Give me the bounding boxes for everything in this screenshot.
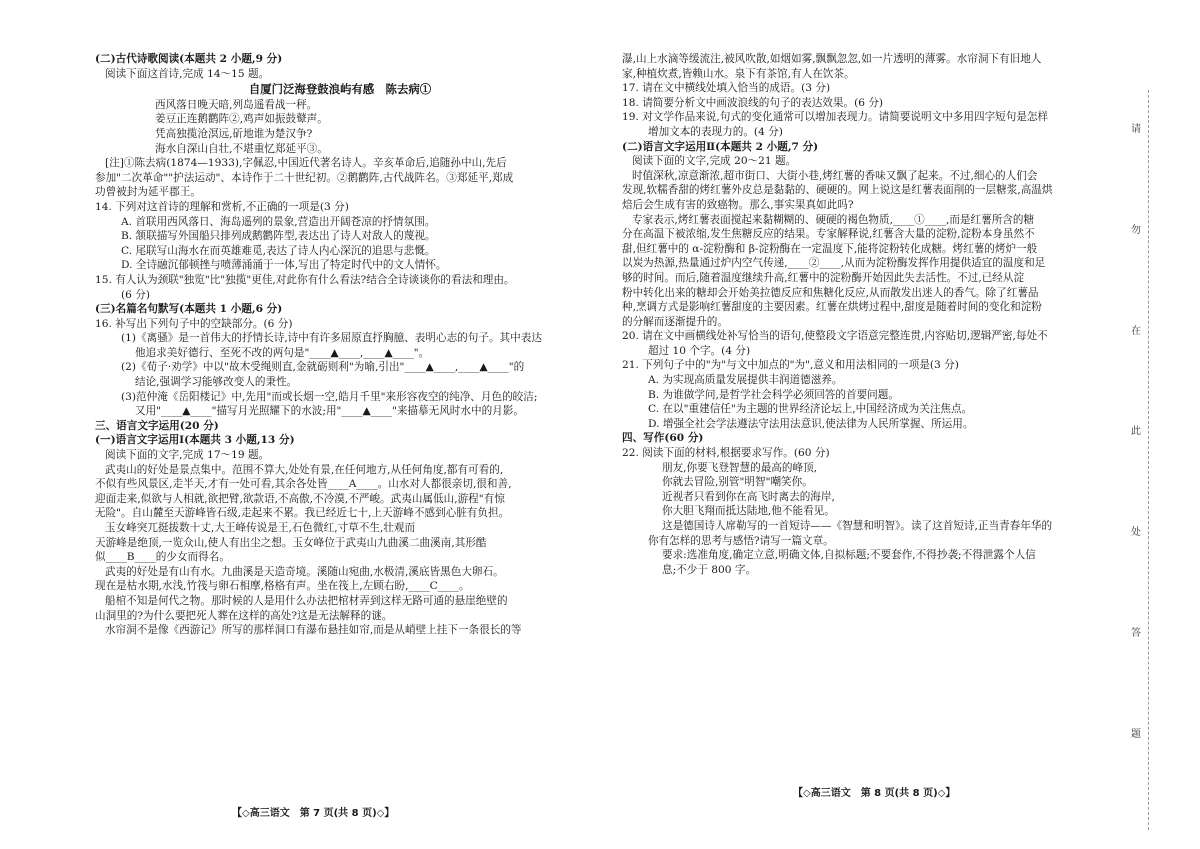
margin-notice <box>1128 120 1144 740</box>
right-text-line: 超过 10 个字。(4 分) <box>648 344 751 357</box>
left-text-line: 船棺不知是何代之物。那时候的人是用什么办法把棺材弄到这样无路可通的悬崖绝壁的 <box>105 594 508 607</box>
left-text-line: 现在是枯水期,水浅,竹筏与卵石相摩,格格有声。坐在筏上,左顾右盼,____C____。 <box>95 580 470 593</box>
left-text-line: 又用"____▲____"描写月光照耀下的水波;用"____▲____"来描摹无风时水中的月影。 <box>135 405 524 418</box>
left-text-line: 水帘洞不是像《西游记》所写的那样洞口有瀑布悬挂如帘,而是从峭壁上挂下一条很长的等 <box>105 624 522 637</box>
right-text-line: 四、写作(60 分) <box>622 432 704 445</box>
right-text-line: C. 在以"重建信任"为主题的世界经济论坛上,中国经济成为关注焦点。 <box>648 403 973 416</box>
left-text-line: 阅读下面的文字,完成 17～19 题。 <box>105 449 270 462</box>
right-text-line: A. 为实现高质量发展提供丰润道德滋养。 <box>648 374 843 387</box>
left-text-line: 14. 下列对这首诗的理解和赏析,不正确的一项是(3 分) <box>95 200 349 213</box>
right-text-line: D. 增强全社会学法遵法守法用法意识,使法律为人民所掌握、所运用。 <box>648 417 974 430</box>
right-text-line: 家,种植炊煮,皆赖山水。泉下有茶馆,有人在饮茶。 <box>622 67 855 80</box>
right-text-line: 息;不少于 800 字。 <box>662 563 757 576</box>
right-text-line: (二)语言文字运用Ⅱ(本题共 2 小题,7 分) <box>622 140 819 153</box>
margin-char: 处 <box>1131 527 1141 539</box>
right-text-line: 阅读下面的文字,完成 20～21 题。 <box>632 155 797 168</box>
left-text-line: (6 分) <box>121 288 150 301</box>
left-text-line: 姜豆正连鹅鹳阵②,鸡声如振鼓鼙声。 <box>155 113 328 126</box>
left-text-line: 玉女峰突兀挺拔数十丈,大王峰传说是王,石色微红,寸草不生,壮观而 <box>105 522 416 534</box>
right-text-line: 你大胆飞翔而抵达陆地,他不能看见。 <box>662 505 835 518</box>
right-text-line: 焙后会生成有害的致癌物。那么,事实果真如此吗? <box>622 198 854 211</box>
right-text-line: 要求:选准角度,确定立意,明确文体,自拟标题;不要套作,不得抄袭;不得泄露个人信 <box>662 549 1036 562</box>
right-text-line: 以炭为热源,热量通过炉内空气传递,____②____,从而为淀粉酶发挥作用提供适宜的温度和足 <box>622 257 1046 270</box>
left-text-line: 阅读下面这首诗,完成 14～15 题。 <box>105 67 270 80</box>
margin-char: 在 <box>1131 325 1141 337</box>
page-footer-right: 【◇高三语文 第 8 页(共 8 页)◇】 <box>793 788 956 799</box>
left-text-line: 西风落日晚天暗,列岛遥看战一秤。 <box>155 98 318 111</box>
right-column <box>622 52 1117 577</box>
right-text-line: 这是德国诗人席勒写的一首短诗——《智慧和明智》。读了这首短诗,正当青春年华的 <box>662 520 1053 532</box>
left-text-line: 天游峰是绝顶,一览众山,使人有出尘之想。玉女峰位于武夷山九曲溪二曲溪南,其形酷 <box>95 536 487 549</box>
left-text-line: (2)《荀子·劝学》中以"故木受绳则直,金就砺则利"为喻,引出"____▲____,____▲____"的 <box>121 361 525 374</box>
right-text-line: 22. 阅读下面的材料,根据要求写作。(60 分) <box>622 447 830 460</box>
right-text-line: 专家表示,烤红薯表面搅起来黏糊糊的、硬硬的褐色物质,____①____,而是红薯所含的糖 <box>632 213 1035 226</box>
margin-char: 题 <box>1131 728 1141 740</box>
left-text-line: 参加"二次革命""护法运动"、本诗作于二十世纪初。②鹅鹳阵,古代战阵名。③郑延平,郑成 <box>95 171 514 184</box>
right-text-line: 20. 请在文中画横线处补写恰当的语句,使整段文字语意完整连贯,内容贴切,逻辑严密,每处不 <box>622 330 1048 343</box>
left-text-line: D. 全诗融沉郁顿挫与喷薄涌涌于一体,写出了特定时代中的文人情怀。 <box>121 259 447 272</box>
margin-char: 勿 <box>1131 224 1141 236</box>
left-text-line: [注]①陈去病(1874—1933),字佩忍,中国近代著名诗人。辛亥革命后,追随孙中山,先后 <box>105 157 507 170</box>
right-text-line: 种,烹调方式是影响红薯甜度的主要因素。红薯在烘烤过程中,甜度是随着时间的变化和淀粉 <box>622 301 1042 314</box>
left-text-line: 不似有些风景区,走半天,才有一处可看,其余各处皆____A____。山水对人都很亲切,很和善, <box>95 478 512 491</box>
right-text-line: 21. 下列句子中的"为"与文中加点的"为",意义和用法相同的一项是(3 分) <box>622 359 959 372</box>
left-text-line: 15. 有人认为颈联"独览"比"独揽"更佳,对此你有什么看法?结合全诗谈谈你的看法和理由。 <box>95 273 515 286</box>
right-text-line: 你有怎样的思考与感悟?请写一篇文章。 <box>648 534 834 547</box>
left-text-line: 他追求美好德行、至死不改的两句是"____▲____,____▲____"。 <box>135 346 430 359</box>
left-text-line: 凭高独揽沧溟远,斫地谁为楚汉争? <box>155 127 313 140</box>
right-text-line: 朋友,你要飞登智慧的最高的峰顶, <box>662 461 818 474</box>
left-text-line: 16. 补写出下列句子中的空缺部分。(6 分) <box>95 317 293 330</box>
left-text-line: 无险"。自山麓至天游峰皆石级,走起来不累。我已经近七十,上天游峰不感到心脏有负担。 <box>95 507 510 520</box>
left-text-line: 武夷山的好处是景点集中。范围不算大,处处有景,在任何地方,从任何角度,都有可看的, <box>105 463 504 476</box>
right-text-line: 近视者只看到你在高飞时离去的海岸, <box>662 490 835 503</box>
right-text-line: 瀑,山上水滴等缓流注,被风吹散,如烟如雾,飘飘忽忽,如一片透明的薄雾。水帘洞下有旧地人 <box>622 53 1042 65</box>
left-text-line: 海水自深山自壮,不堪重忆郑延平③。 <box>155 142 328 155</box>
right-text-line: 分在高温下被浓缩,发生焦糖反应的结果。专家解释说,红薯含大量的淀粉,淀粉本身虽然不 <box>622 228 1035 241</box>
right-text-line: 17. 请在文中横线处填入恰当的成语。(3 分) <box>622 82 831 95</box>
margin-char: 请 <box>1131 124 1141 135</box>
left-text-line: 功曾被封为延平郡王。 <box>95 186 201 199</box>
right-text-line: 你就去冒险,别管"明智"嘲笑你。 <box>662 476 813 489</box>
left-text-line: C. 尾联写山海水在而英雄难觅,表达了诗人内心深沉的追思与悲慨。 <box>121 244 436 257</box>
left-text-line: 自厦门泛海登鼓浪屿有感 陈去病① <box>248 82 432 97</box>
left-text-line: (三)名篇名句默写(本题共 1 小题,6 分) <box>95 303 283 316</box>
left-text-line: B. 颔联描写外国船只排列成鹅鹳阵型,表达出了诗人对敌人的蔑视。 <box>121 230 436 243</box>
left-text-line: 迎面走来,似欲与人相就,欲把臂,欲款语,不高傲,不冷漠,不严峻。武夷山属低山,游程"有惊 <box>95 492 505 505</box>
left-text-line: 三、语言文字运用(20 分) <box>95 419 219 432</box>
right-text-line: 19. 对文学作品来说,句式的变化通常可以增加表现力。请简要说明文中多用四字短句是怎样 <box>622 111 1049 124</box>
left-text-line: (二)古代诗歌阅读(本题共 2 小题,9 分) <box>95 53 283 65</box>
right-text-line: 增加文本的表现力的。(4 分) <box>648 125 783 138</box>
right-text-line: 18. 请简要分析文中画波浪线的句子的表达效果。(6 分) <box>622 96 884 109</box>
left-text-line: (1)《离骚》是一首伟大的抒情长诗,诗中有许多屈原直抒胸臆、表明心志的句子。其中表达 <box>121 332 542 345</box>
right-text-line: 发现,软糯香甜的烤红薯外皮总是黏黏的、硬硬的。网上说这是红薯表面削的一层糖浆,高温烘 <box>622 184 1053 197</box>
right-text-line: 甜,但红薯中的 α-淀粉酶和 β-淀粉酶在一定温度下,能将淀粉转化成糖。烤红薯的烤炉一般 <box>622 242 1038 255</box>
right-text-line: 的分解而逐渐提升的。 <box>622 315 728 328</box>
left-text-line: 武夷的好处是有山有水。九曲溪是天造奇境。溪随山宛曲,水极清,溪底皆黑色大卵石。 <box>105 565 504 578</box>
left-text-line: 山洞里的?为什么要把死人葬在这样的高处?这是无法解释的谜。 <box>95 609 393 622</box>
right-text-line: 够的时间。而后,随着温度继续升高,红薯中的淀粉酶开始因此失去活性。不过,已经从淀 <box>622 271 1025 284</box>
left-text-line: 似____B____的少女而得名。 <box>95 551 230 564</box>
left-column <box>95 52 585 638</box>
left-text-line: A. 首联用西风落日、海岛遥列的景象,营造出开阔苍凉的抒情氛围。 <box>121 215 436 228</box>
right-text-line: 时值深秋,凉意渐浓,超市街口、大街小巷,烤红薯的香味又飘了起来。不过,细心的人们会 <box>632 169 1038 182</box>
left-text-line: (一)语言文字运用Ⅰ(本题共 3 小题,13 分) <box>95 434 295 447</box>
right-text-line: 粉中转化出来的糖却会开始美拉德反应和焦糖化反应,从而散发出迷人的香气。除了红薯品 <box>622 286 1039 299</box>
left-text-line: 结论,强调学习能够改变人的秉性。 <box>135 376 298 389</box>
margin-char: 此 <box>1131 426 1141 438</box>
left-text-line: (3)范仲淹《岳阳楼记》中,先用"而或长烟一空,皓月千里"来形容夜空的纯净、月色的皎洁; <box>121 390 538 403</box>
page-footer-left: 【◇高三语文 第 7 页(共 8 页)◇】 <box>232 808 395 819</box>
margin-char: 答 <box>1131 628 1141 640</box>
binding-line <box>1148 90 1149 830</box>
right-text-line: B. 为谁做学问,是哲学社会科学必须回答的首要问题。 <box>648 388 899 401</box>
